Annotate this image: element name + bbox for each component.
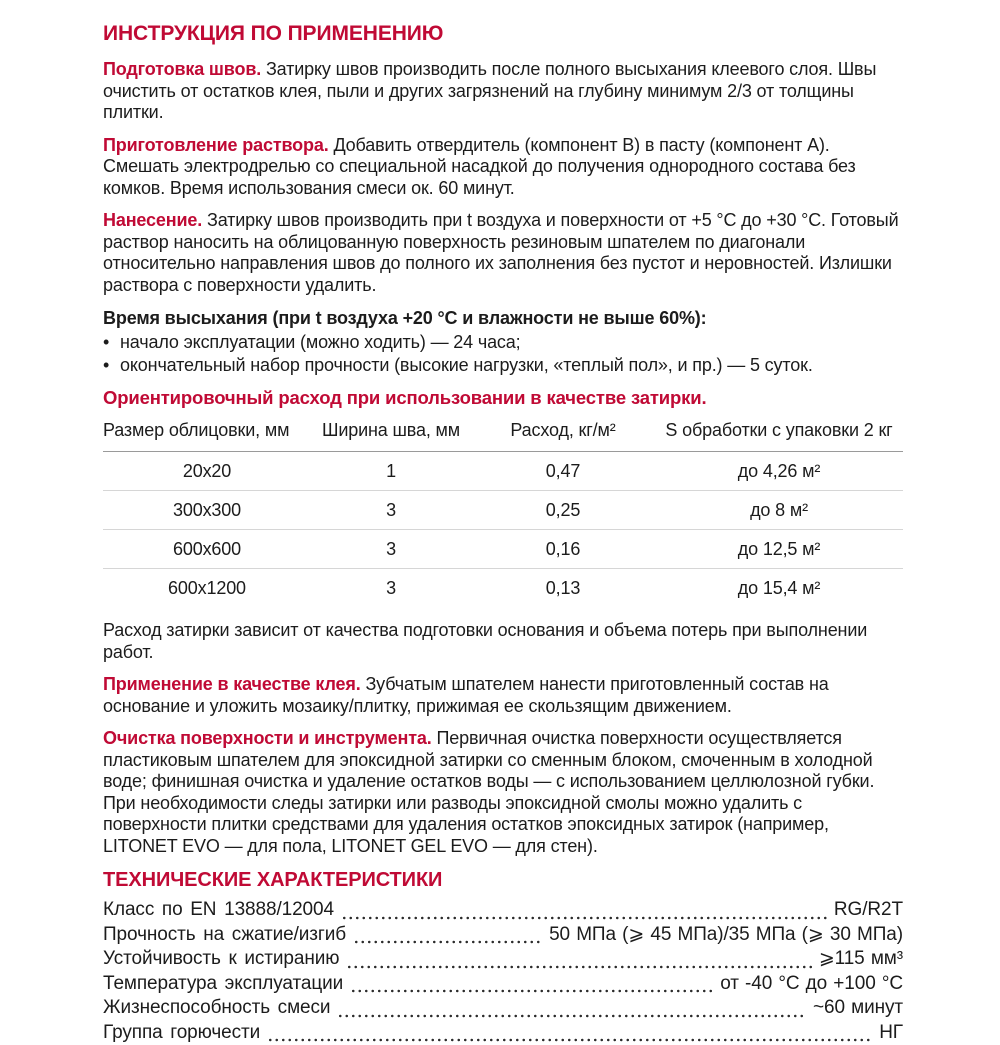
spec-value: RG/R2T bbox=[834, 898, 903, 923]
table-cell: 600x600 bbox=[103, 530, 311, 569]
table-cell: до 4,26 м² bbox=[655, 452, 903, 491]
section-text-mortar-preparation: Добавить отвердитель (компонент B) в пасту (компонент A). Смешать электродрелью со специальной насадкой до получения однородного состава без комков. Время использования смеси ок. 60 минут. bbox=[103, 135, 856, 198]
section-lead-adhesive-use: Применение в качестве клея. bbox=[103, 674, 361, 694]
table-cell: 20x20 bbox=[103, 452, 311, 491]
col-header-tile-size: Размер облицовки, мм bbox=[103, 413, 311, 452]
consumption-table bbox=[103, 413, 903, 607]
page-title: ИНСТРУКЦИЯ ПО ПРИМЕНЕНИЮ bbox=[103, 22, 903, 46]
table-row bbox=[103, 569, 903, 608]
dotted-leader bbox=[346, 965, 811, 969]
spec-label: Жизнеспособность смеси bbox=[103, 996, 330, 1021]
table-cell: до 12,5 м² bbox=[655, 530, 903, 569]
spec-label: Температура эксплуатации bbox=[103, 972, 343, 997]
paragraph-application bbox=[103, 210, 903, 296]
drying-time-list bbox=[103, 331, 903, 376]
spec-row-flammability bbox=[103, 1021, 903, 1045]
paragraph-consumption-note: Расход затирки зависит от качества подготовки основания и объема потерь при выполнении работ. bbox=[103, 620, 903, 663]
section-text-joint-preparation: Затирку швов производить после полного высыхания клеевого слоя. Швы очистить от остатков клея, пыли и других загрязнений на глубину минимум 2/3 от толщины плитки. bbox=[103, 59, 876, 122]
spec-row-class bbox=[103, 898, 903, 923]
dotted-leader bbox=[341, 916, 827, 920]
section-lead-application: Нанесение. bbox=[103, 210, 202, 230]
drying-bullet-text: окончательный набор прочности (высокие нагрузки, «теплый пол», и пр.) — 5 суток. bbox=[120, 354, 813, 377]
section-lead-joint-preparation: Подготовка швов. bbox=[103, 59, 261, 79]
table-row bbox=[103, 491, 903, 530]
list-item bbox=[103, 331, 903, 354]
table-cell: 600x1200 bbox=[103, 569, 311, 608]
spec-value: ~60 минут bbox=[813, 996, 903, 1021]
consumption-heading: Ориентировочный расход при использовании в качестве затирки. bbox=[103, 387, 903, 409]
section-text-application: Затирку швов производить при t воздуха и поверхности от +5 °C до +30 °C. Готовый раствор наносить на облицованную поверхность резиновым шпателем по диагонали относительно направления швов до полного их заполнения без пустот и неровностей. Излишки раствора с поверхности удалить. bbox=[103, 210, 898, 295]
drying-bullet-text: начало эксплуатации (можно ходить) — 24 часа; bbox=[120, 331, 521, 354]
paragraph-cleaning bbox=[103, 728, 903, 857]
paragraph-adhesive-use bbox=[103, 674, 903, 717]
spec-value: от -40 °C до +100 °C bbox=[720, 972, 903, 997]
dotted-leader bbox=[350, 989, 713, 993]
table-cell: 3 bbox=[311, 530, 471, 569]
drying-time-heading: Время высыхания (при t воздуха +20 °C и влажности не выше 60%): bbox=[103, 307, 903, 329]
spec-label: Прочность на сжатие/изгиб bbox=[103, 923, 346, 948]
dotted-leader bbox=[353, 940, 542, 944]
table-header-row bbox=[103, 413, 903, 452]
spec-label: Устойчивость к истиранию bbox=[103, 947, 339, 972]
table-cell: 0,47 bbox=[471, 452, 655, 491]
section-text-cleaning: Первичная очистка поверхности осуществляется пластиковым шпателем для эпоксидной затирки со сменным блоком, смоченным в холодной воде; финишная очистка и удаление остатков воды — с использованием целлюлозной губки. При необходимости следы затирки или разводы эпоксидной смолы можно удалить с поверхности плитки средствами для удаления остатков эпоксидных затирок (например, LITONET EVO — для пола, LITONET GEL EVO — для стен). bbox=[103, 728, 874, 856]
paragraph-joint-preparation bbox=[103, 59, 903, 124]
consumption-table-header bbox=[103, 413, 903, 452]
table-cell: 3 bbox=[311, 569, 471, 608]
table-cell: 0,16 bbox=[471, 530, 655, 569]
bullet-icon: • bbox=[103, 354, 120, 377]
section-lead-mortar-preparation: Приготовление раствора. bbox=[103, 135, 329, 155]
spec-value: ⩾115 мм³ bbox=[819, 947, 903, 972]
consumption-table-body bbox=[103, 452, 903, 608]
table-cell: 1 bbox=[311, 452, 471, 491]
section-text-adhesive-use: Зубчатым шпателем нанести приготовленный состав на основание и уложить мозаику/плитку, прижимая ее скользящим движением. bbox=[103, 674, 829, 716]
col-header-consumption: Расход, кг/м² bbox=[471, 413, 655, 452]
tech-specs-list bbox=[103, 898, 903, 1045]
col-header-coverage: S обработки с упаковки 2 кг bbox=[655, 413, 903, 452]
spec-row-temperature bbox=[103, 972, 903, 997]
dotted-leader bbox=[267, 1038, 872, 1042]
tech-specs-heading: ТЕХНИЧЕСКИЕ ХАРАКТЕРИСТИКИ bbox=[103, 869, 903, 892]
section-lead-cleaning: Очистка поверхности и инструмента. bbox=[103, 728, 432, 748]
spec-row-strength bbox=[103, 923, 903, 948]
col-header-joint-width: Ширина шва, мм bbox=[311, 413, 471, 452]
spec-row-abrasion bbox=[103, 947, 903, 972]
table-cell: 3 bbox=[311, 491, 471, 530]
list-item bbox=[103, 354, 903, 377]
instruction-document bbox=[103, 22, 903, 1045]
table-cell: 0,13 bbox=[471, 569, 655, 608]
bullet-icon: • bbox=[103, 331, 120, 354]
spec-value: НГ bbox=[879, 1021, 903, 1045]
table-cell: 300x300 bbox=[103, 491, 311, 530]
dotted-leader bbox=[337, 1014, 806, 1018]
table-cell: до 15,4 м² bbox=[655, 569, 903, 608]
table-row bbox=[103, 452, 903, 491]
paragraph-mortar-preparation bbox=[103, 135, 903, 200]
table-cell: до 8 м² bbox=[655, 491, 903, 530]
table-cell: 0,25 bbox=[471, 491, 655, 530]
spec-label: Класс по EN 13888/12004 bbox=[103, 898, 334, 923]
spec-label: Группа горючести bbox=[103, 1021, 260, 1045]
spec-value: 50 МПа (⩾ 45 МПа)/35 МПа (⩾ 30 МПа) bbox=[549, 923, 903, 948]
table-row bbox=[103, 530, 903, 569]
